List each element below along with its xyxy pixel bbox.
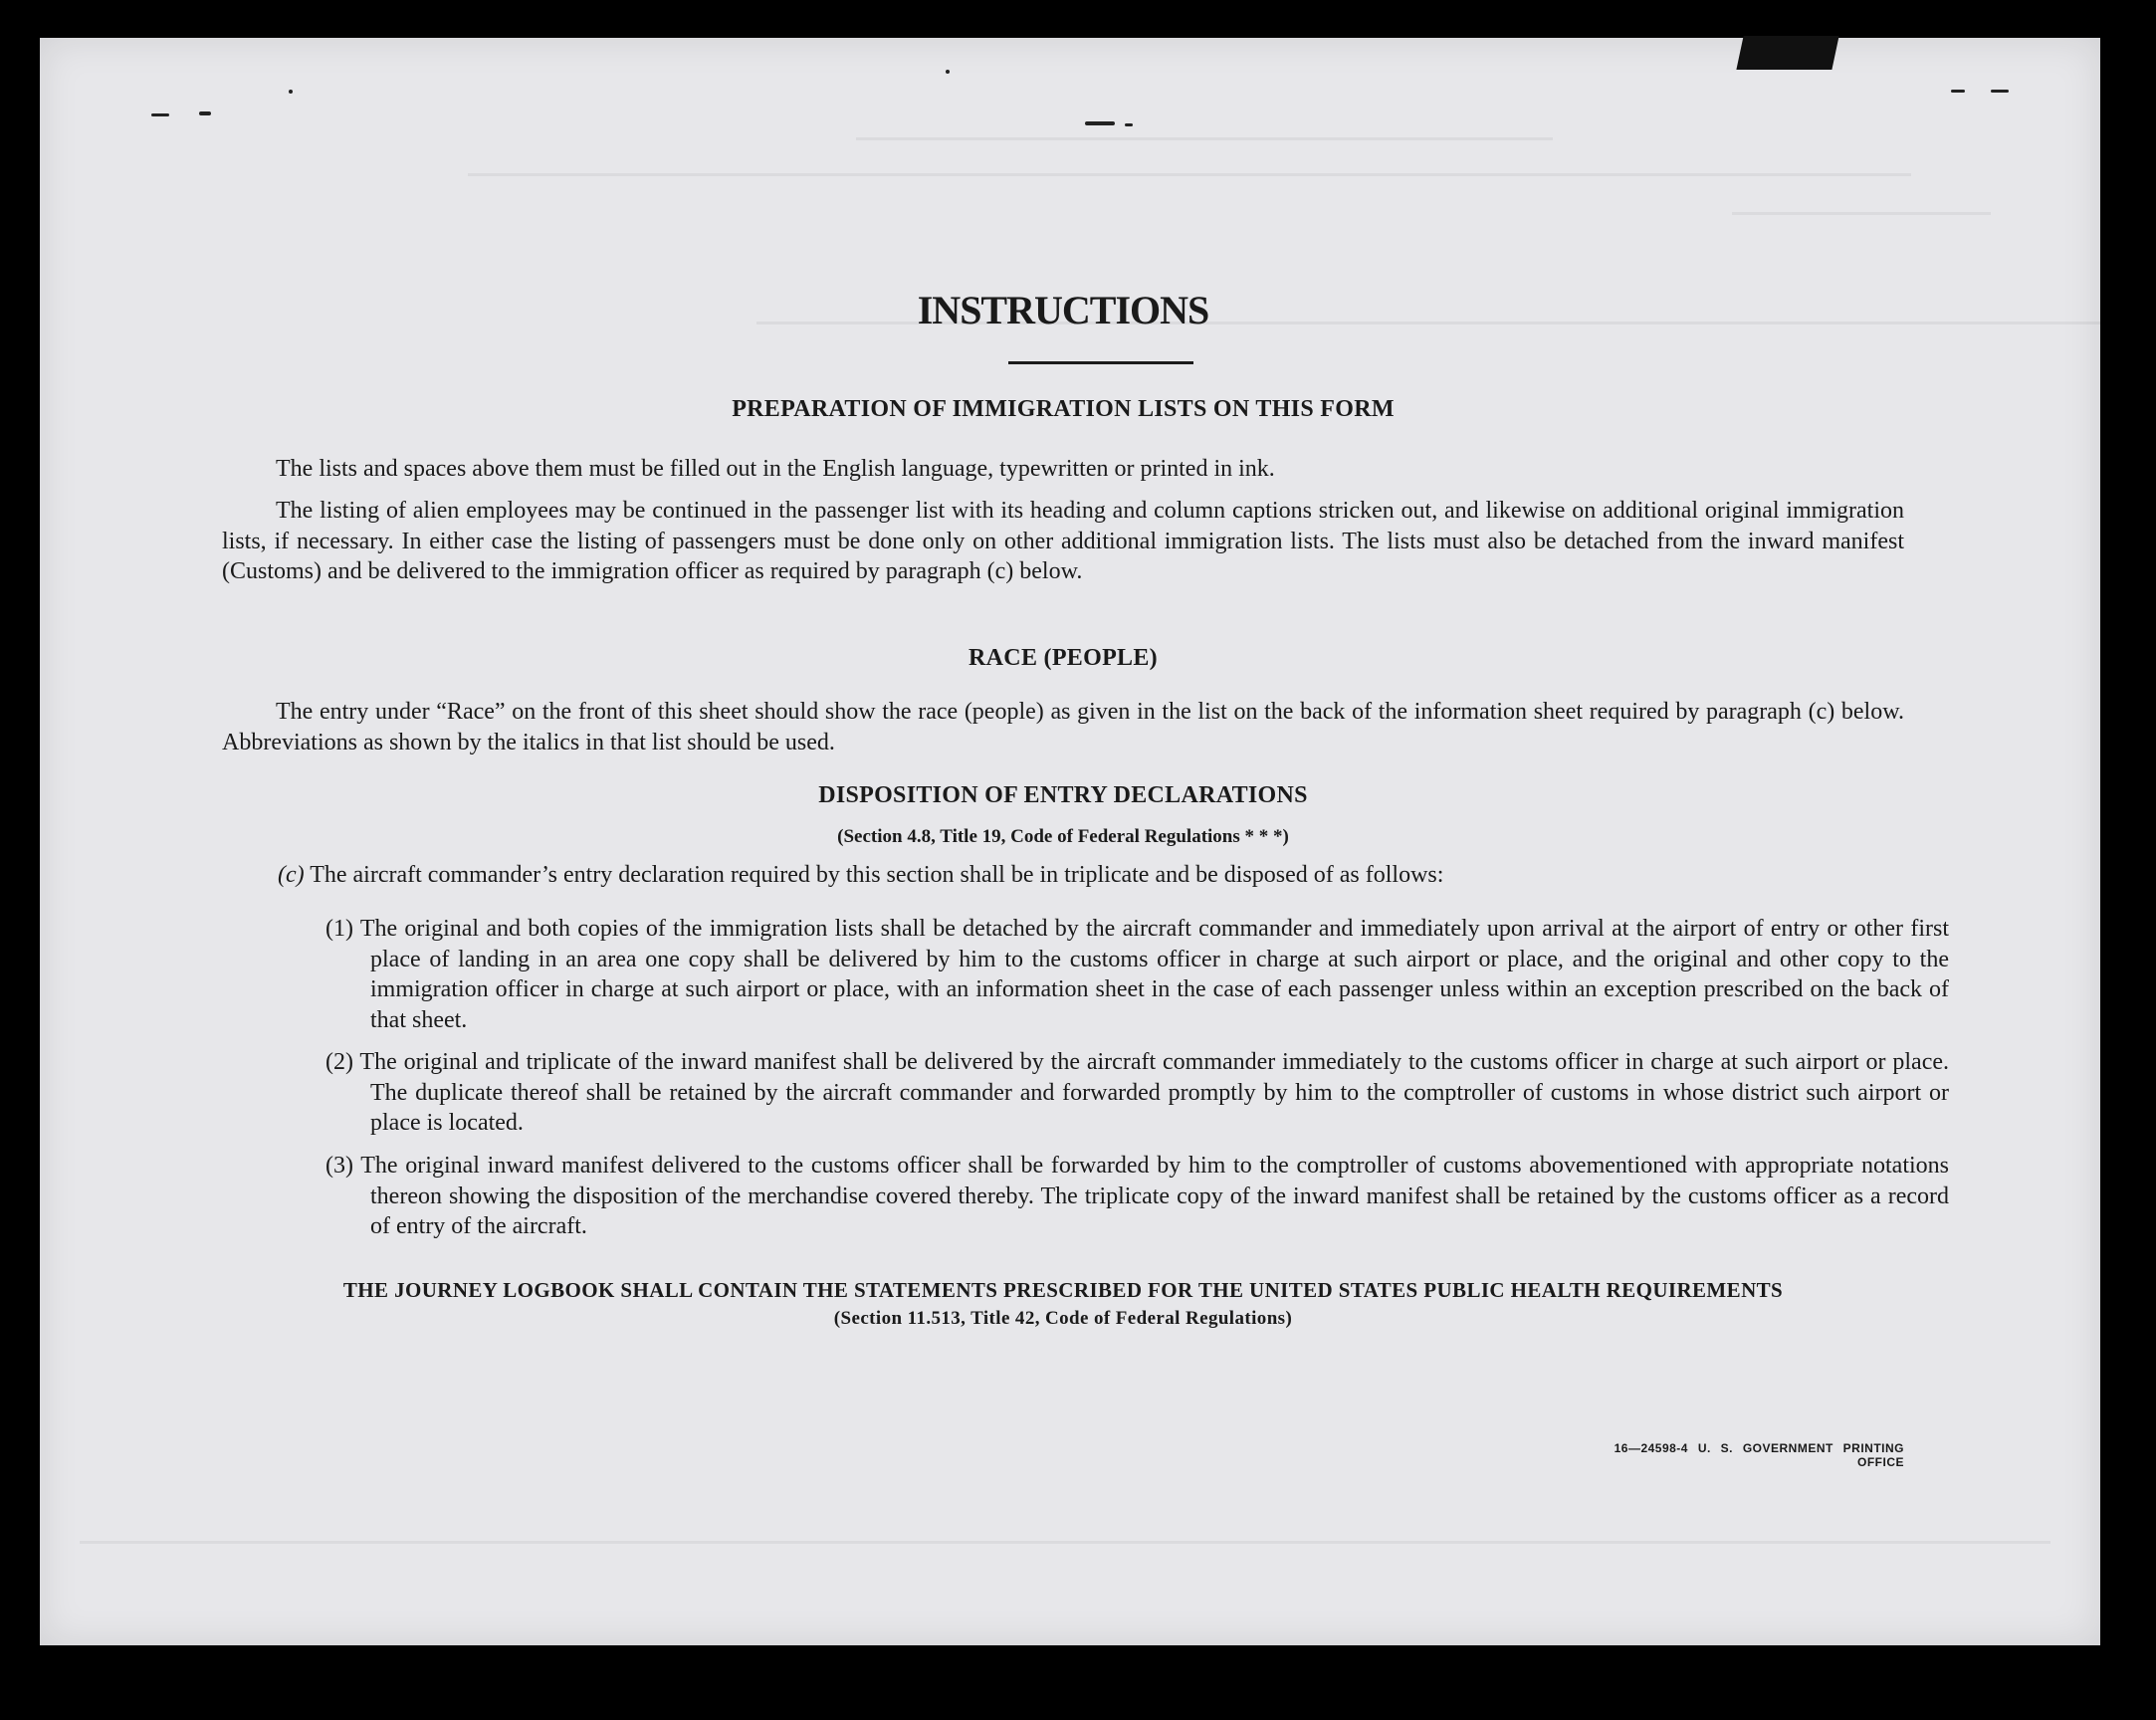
section-heading-preparation: PREPARATION OF IMMIGRATION LISTS ON THIS FORM [732, 396, 1395, 422]
paragraph-c-marker: (c) [278, 862, 305, 888]
page-tab-mark [1736, 36, 1838, 70]
paragraph-c-intro [222, 860, 1960, 891]
section-heading-disposition: DISPOSITION OF ENTRY DECLARATIONS [818, 782, 1308, 808]
title-underline [1008, 361, 1193, 364]
scan-speck [1125, 123, 1133, 126]
footer-health-requirements: THE JOURNEY LOGBOOK SHALL CONTAIN THE STATEMENTS PRESCRIBED FOR THE UNITED STATES PUBLIC HEALTH REQUIREMENTS [342, 1278, 1784, 1302]
scan-speck [199, 111, 211, 115]
paragraph-lists-english: The lists and spaces above them must be filled out in the English language, typewritten or printed in ink. [276, 456, 1275, 482]
list-item-3: (3) The original inward manifest delivered to the customs officer shall be forwarded by him to the comptroller of customs abovementioned with appropriate notations thereon showing the disposition of the merchandise covered thereby. The triplicate copy of the inward manifest shall be retained by the customs officer as a record of entry of the aircraft. [325, 1153, 1949, 1239]
list-item-2: (2) The original and triplicate of the inward manifest shall be delivered by the aircraft commander immediately to the customs officer in charge at such airport or place. The duplicate thereof shall be retained by the aircraft commander and forwarded promptly by him to the comptroller of customs in whose district such airport or place is located. [325, 1049, 1949, 1136]
document-page [40, 38, 2100, 1645]
scan-speck [1951, 90, 1965, 93]
printer-mark: 16—24598‑4 U. S. GOVERNMENT PRINTING OFFICE [1614, 1441, 1904, 1469]
footer-citation: (Section 11.513, Title 42, Code of Federal Regulations) [833, 1308, 1293, 1329]
section-citation: (Section 4.8, Title 19, Code of Federal Regulations * * *) [837, 826, 1289, 847]
section-heading-race: RACE (PEOPLE) [969, 645, 1158, 671]
scan-speck [289, 90, 293, 94]
bleed-through-line [80, 1541, 2050, 1544]
paragraph-alien-employees: The listing of alien employees may be continued in the passenger list with its heading and column captions stricken out, and likewise on additional original immigration lists, if necessary. In either case the listing of passengers must be done only on other additional immigration lists. The lists must also be detached from the inward manifest (Customs) and be delivered to the immigration officer as required by paragraph (c) below. [222, 498, 1904, 584]
bleed-through-line [1732, 212, 1991, 215]
bleed-through-line [856, 137, 1553, 140]
paragraph-c-text: The aircraft commander’s entry declaration required by this section shall be in triplicate and be disposed of as follows: [310, 862, 1444, 888]
scan-speck [1991, 90, 2009, 93]
list-item-1: (1) The original and both copies of the immigration lists shall be detached by the aircraft commander and immediately upon arrival at the airport of entry or other first place of landing in an area one copy shall be delivered by him to the customs officer in charge at such airport or place, and the original and other copy to the immigration officer in charge at such airport or place, with an information sheet in the case of each passenger unless within an exception prescribed on the back of that sheet. [325, 916, 1949, 1033]
page-title: INSTRUCTIONS [917, 288, 1209, 332]
scan-speck [151, 113, 169, 116]
scan-speck [946, 70, 950, 74]
scan-speck [1085, 121, 1115, 125]
paragraph-race-entry: The entry under “Race” on the front of this sheet should show the race (people) as given in the list on the back of the information sheet required by paragraph (c) below. Abbreviations as shown by the italics in that list should be used. [222, 699, 1904, 755]
bleed-through-line [468, 173, 1911, 176]
